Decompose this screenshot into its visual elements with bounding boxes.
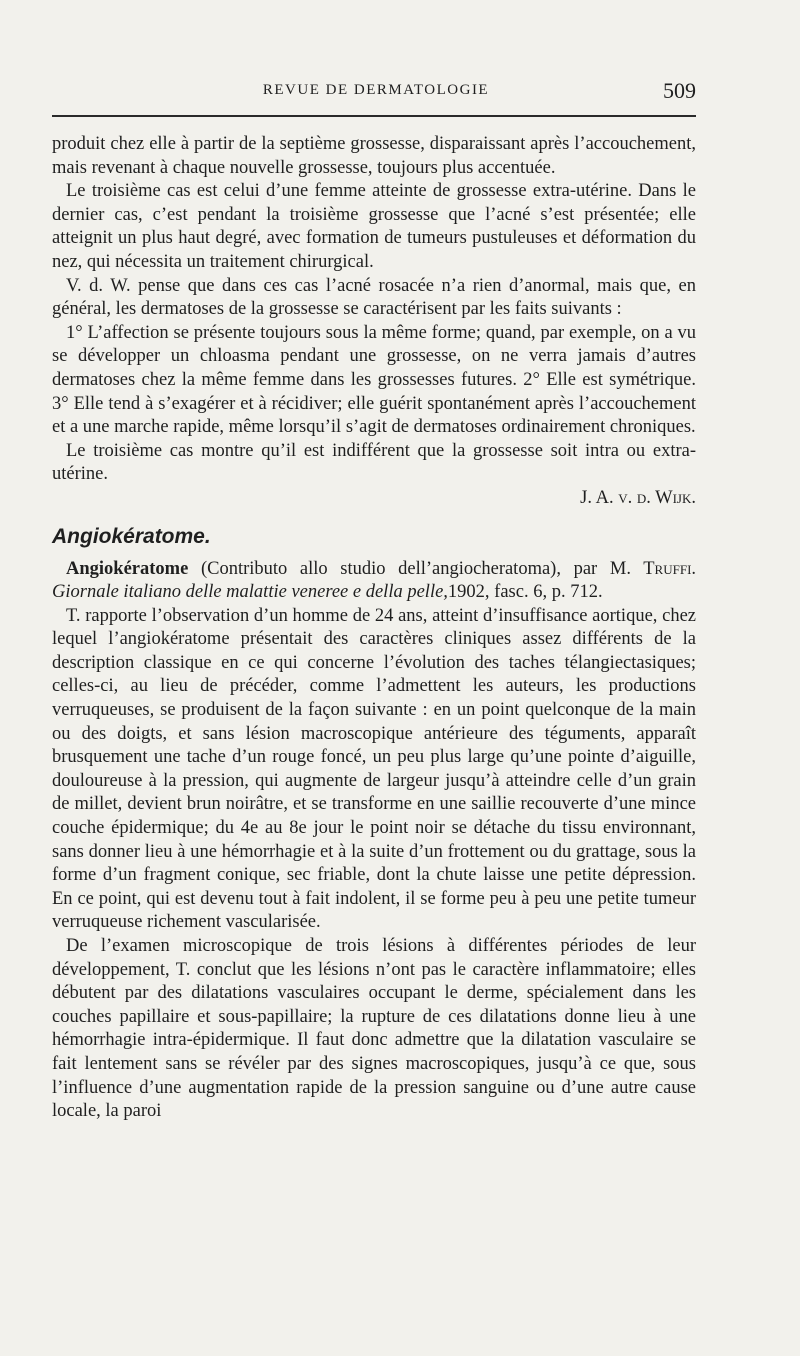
citation-paragraph	[52, 558, 696, 605]
paragraph-continuation: produit chez elle à partir de la septième grossesse, disparaissant après l’accouchement, mais revenant à chaque nouvelle grossesse, toujours plus accentuée.	[52, 134, 696, 178]
body-text	[52, 133, 696, 1124]
paragraph-characteristics: 1° L’affection se présente toujours sous la même forme; quand, par exemple, on a vu se développer un chloasma pendant une grossesse, on ne verra jamais d’autres dermatoses chez la même femme dans les grossesses futures. 2° Elle est symétrique. 3° Elle tend à s’exagérer et à récidiver; elle guérit spontanément après l’accouchement et a une marche rapide, même lorsqu’il s’agit de dermatoses ordinairement chroniques.	[52, 322, 696, 438]
conclusion-text: Le troisième cas montre qu’il est indifférent que la grossesse soit intra ou extra-utérine.	[52, 440, 696, 485]
paragraph-conclusion	[52, 440, 696, 511]
paragraph-microscopy: De l’examen microscopique de trois lésions à différentes périodes de leur développement, T. conclut que les lésions n’ont pas le caractère inflammatoire; elles débutent par des dilatations vasculaires occupant le derme, spécialement dans les couches papillaire et sous-papillaire; la rupture de ces dilatations donne lieu à une hémorrhagie intra-épidermique. Il faut donc admettre que la dilatation vasculaire se fait lentement sans se révéler par des signes macroscopiques, jusqu’à ce que, sous l’influence d’une augmentation rapide de la pression sanguine ou d’une autre cause locale, la paroi	[52, 936, 696, 1122]
paragraph-observation: T. rapporte l’observation d’un homme de 24 ans, atteint d’insuffisance aortique, chez lequel l’angiokératome présentait des caractères cliniques assez différents de la description classique en ce qui concerne l’évolution des taches télangiectasiques; celles-ci, au lieu de précéder, comme l’admettent les auteurs, les productions verruqueuses, se produisent de la façon suivante : en un point quelconque de la main ou des doigts, et sans lésion macroscopique antérieure des téguments, apparaît brusquement une tache d’un rouge foncé, un peu plus large qu’une pointe d’aiguille, douloureuse à la pression, qui augmente de largeur jusqu’à atteindre celle d’un grain de millet, devient brun noirâtre, et se transforme en une saillie recouverte d’une mince couche épidermique; du 4e au 8e jour le point noir se détache du tissu environnant, sans donner lieu à une hémorrhagie et à la suite d’un frottement ou du grattage, sous la forme d’un fragment conique, sec friable, dont la chute laisse une petite dépression. En ce point, qui est devenu tout à fait indolent, il se forme peu à peu une petite tumeur verruqueuse richement vascularisée.	[52, 605, 696, 933]
page-number: 509	[663, 78, 696, 103]
header-rule	[52, 115, 696, 117]
citation-lead: Angiokératome	[66, 558, 189, 579]
running-head	[52, 80, 700, 104]
paragraph-vdw-opinion: V. d. W. pense que dans ces cas l’acné rosacée n’a rien d’anormal, mais que, en général, les dermatoses de la grossesse se caractérisent par les faits suivants :	[52, 275, 696, 320]
citation-author: M. Truffi.	[609, 558, 697, 579]
citation-journal: Giornale italiano delle malattie veneree e della pelle,	[52, 582, 448, 603]
paragraph-third-case: Le troisième cas est celui d’une femme atteinte de grossesse extra-utérine. Dans le dernier cas, c’est pendant la troisième grossesse que l’acné s’est présentée; elle atteignit un plus haut degré, avec formation de tumeurs pustuleuses et déformation du nez, qui nécessita un traitement chirurgical.	[52, 181, 696, 272]
citation-tail: 1902, fasc. 6, p. 712.	[447, 582, 603, 603]
section-title: Angiokératome.	[52, 524, 211, 548]
signature-row	[52, 487, 696, 511]
running-title: REVUE DE DERMATOLOGIE	[262, 82, 490, 98]
citation-subtitle: (Contributo allo studio dell’angiocheratoma), par	[200, 558, 598, 579]
signature: J. A. v. d. Wijk.	[580, 487, 696, 508]
